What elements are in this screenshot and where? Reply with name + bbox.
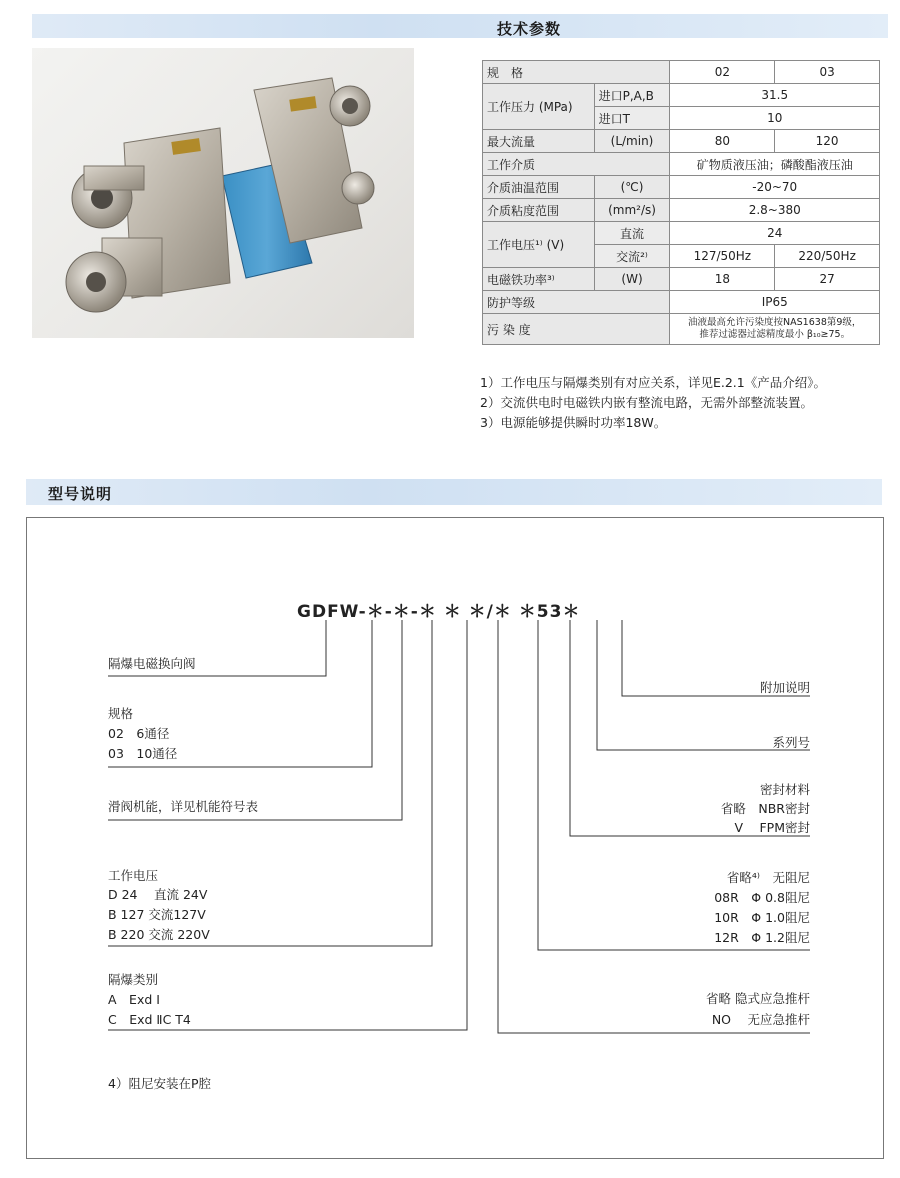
label-series: 系列号 xyxy=(772,735,810,750)
voltage-label: 工作电压¹⁾ (V) xyxy=(483,222,595,268)
label-voltage-title: 工作电压 xyxy=(108,868,159,883)
pressure-t-value: 10 xyxy=(670,107,880,130)
label-extra: 附加说明 xyxy=(759,680,810,695)
medium-value: 矿物质液压油；磷酸酯液压油 xyxy=(670,153,880,176)
label-damp-none: 省略⁴⁾ 无阻尼 xyxy=(726,870,810,885)
pressure-label: 工作压力 (MPa) xyxy=(483,84,595,130)
section-title-model: 型号说明 xyxy=(48,485,113,503)
label-spool: 滑阀机能，详见机能符号表 xyxy=(108,799,259,814)
label-valve-name: 隔爆电磁换向阀 xyxy=(108,656,196,671)
power-label: 电磁铁功率³⁾ xyxy=(483,268,595,291)
label-voltage-d24: D 24 直流 24V xyxy=(108,887,208,902)
label-damp-10: 10R Φ 1.0阻尼 xyxy=(714,910,810,925)
label-push-none: NO 无应急推杆 xyxy=(711,1012,810,1027)
label-damp-12: 12R Φ 1.2阻尼 xyxy=(714,930,810,945)
spec-label: 规 格 xyxy=(483,61,670,84)
medium-label: 工作介质 xyxy=(483,153,670,176)
note-1: 1）工作电压与隔爆类别有对应关系，详见E.2.1《产品介绍》。 xyxy=(480,375,826,390)
model-code: GDFW-＊-＊-＊ ＊ ＊/＊ ＊53＊ xyxy=(297,602,581,622)
flow-03: 120 xyxy=(775,130,880,153)
flow-label: 最大流量 xyxy=(483,130,595,153)
pressure-pab-value: 31.5 xyxy=(670,84,880,107)
model-footnote: 4）阻尼安装在P腔 xyxy=(108,1076,211,1091)
protect-value: IP65 xyxy=(670,291,880,314)
pollution-label: 污 染 度 xyxy=(483,314,670,345)
power-02: 18 xyxy=(670,268,775,291)
temp-value: -20~70 xyxy=(670,176,880,199)
spec-col-03: 03 xyxy=(775,61,880,84)
pollution-line-2: 推荐过滤器过滤精度最小 β₁₀≥75。 xyxy=(699,329,851,340)
label-spec-02: 02 6通径 xyxy=(108,726,170,741)
visc-label: 介质粘度范围 xyxy=(483,199,595,222)
section-title-tech: 技术参数 xyxy=(497,20,562,38)
flow-unit: (L/min) xyxy=(594,130,670,153)
pollution-line-1: 油液最高允许污染度按NAS1638第9级， xyxy=(688,317,862,328)
visc-value: 2.8~380 xyxy=(670,199,880,222)
dc-label: 直流 xyxy=(594,222,670,245)
label-explosion-a: A Exd Ⅰ xyxy=(108,992,160,1007)
ac-value-127: 127/50Hz xyxy=(670,245,775,268)
visc-unit: (mm²/s) xyxy=(594,199,670,222)
pressure-pab-label: 进口P,A,B xyxy=(594,84,670,107)
label-spec-title: 规格 xyxy=(108,706,134,721)
pressure-t-label: 进口T xyxy=(594,107,670,130)
label-damp-08: 08R Φ 0.8阻尼 xyxy=(714,890,810,905)
label-voltage-b220: B 220 交流 220V xyxy=(108,927,210,942)
label-push-hidden: 省略 隐式应急推杆 xyxy=(706,991,810,1006)
label-seal-fpm: V FPM密封 xyxy=(734,820,810,835)
label-seal-nbr: 省略 NBR密封 xyxy=(720,801,810,816)
label-spec-03: 03 10通径 xyxy=(108,746,178,761)
note-3: 3）电源能够提供瞬时功率18W。 xyxy=(480,415,667,430)
protect-label: 防护等级 xyxy=(483,291,670,314)
spec-col-02: 02 xyxy=(670,61,775,84)
power-unit: (W) xyxy=(594,268,670,291)
note-2: 2）交流供电时电磁铁内嵌有整流电路，无需外部整流装置。 xyxy=(480,395,813,410)
ac-label: 交流²⁾ xyxy=(594,245,670,268)
label-voltage-b127: B 127 交流127V xyxy=(108,907,206,922)
ac-value-220: 220/50Hz xyxy=(775,245,880,268)
temp-label: 介质油温范围 xyxy=(483,176,595,199)
label-seal-title: 密封材料 xyxy=(759,782,810,797)
dc-value: 24 xyxy=(670,222,880,245)
flow-02: 80 xyxy=(670,130,775,153)
temp-unit: (℃) xyxy=(594,176,670,199)
power-03: 27 xyxy=(775,268,880,291)
label-explosion-title: 隔爆类别 xyxy=(108,972,159,987)
label-explosion-c: C Exd ⅡC T4 xyxy=(108,1012,191,1027)
